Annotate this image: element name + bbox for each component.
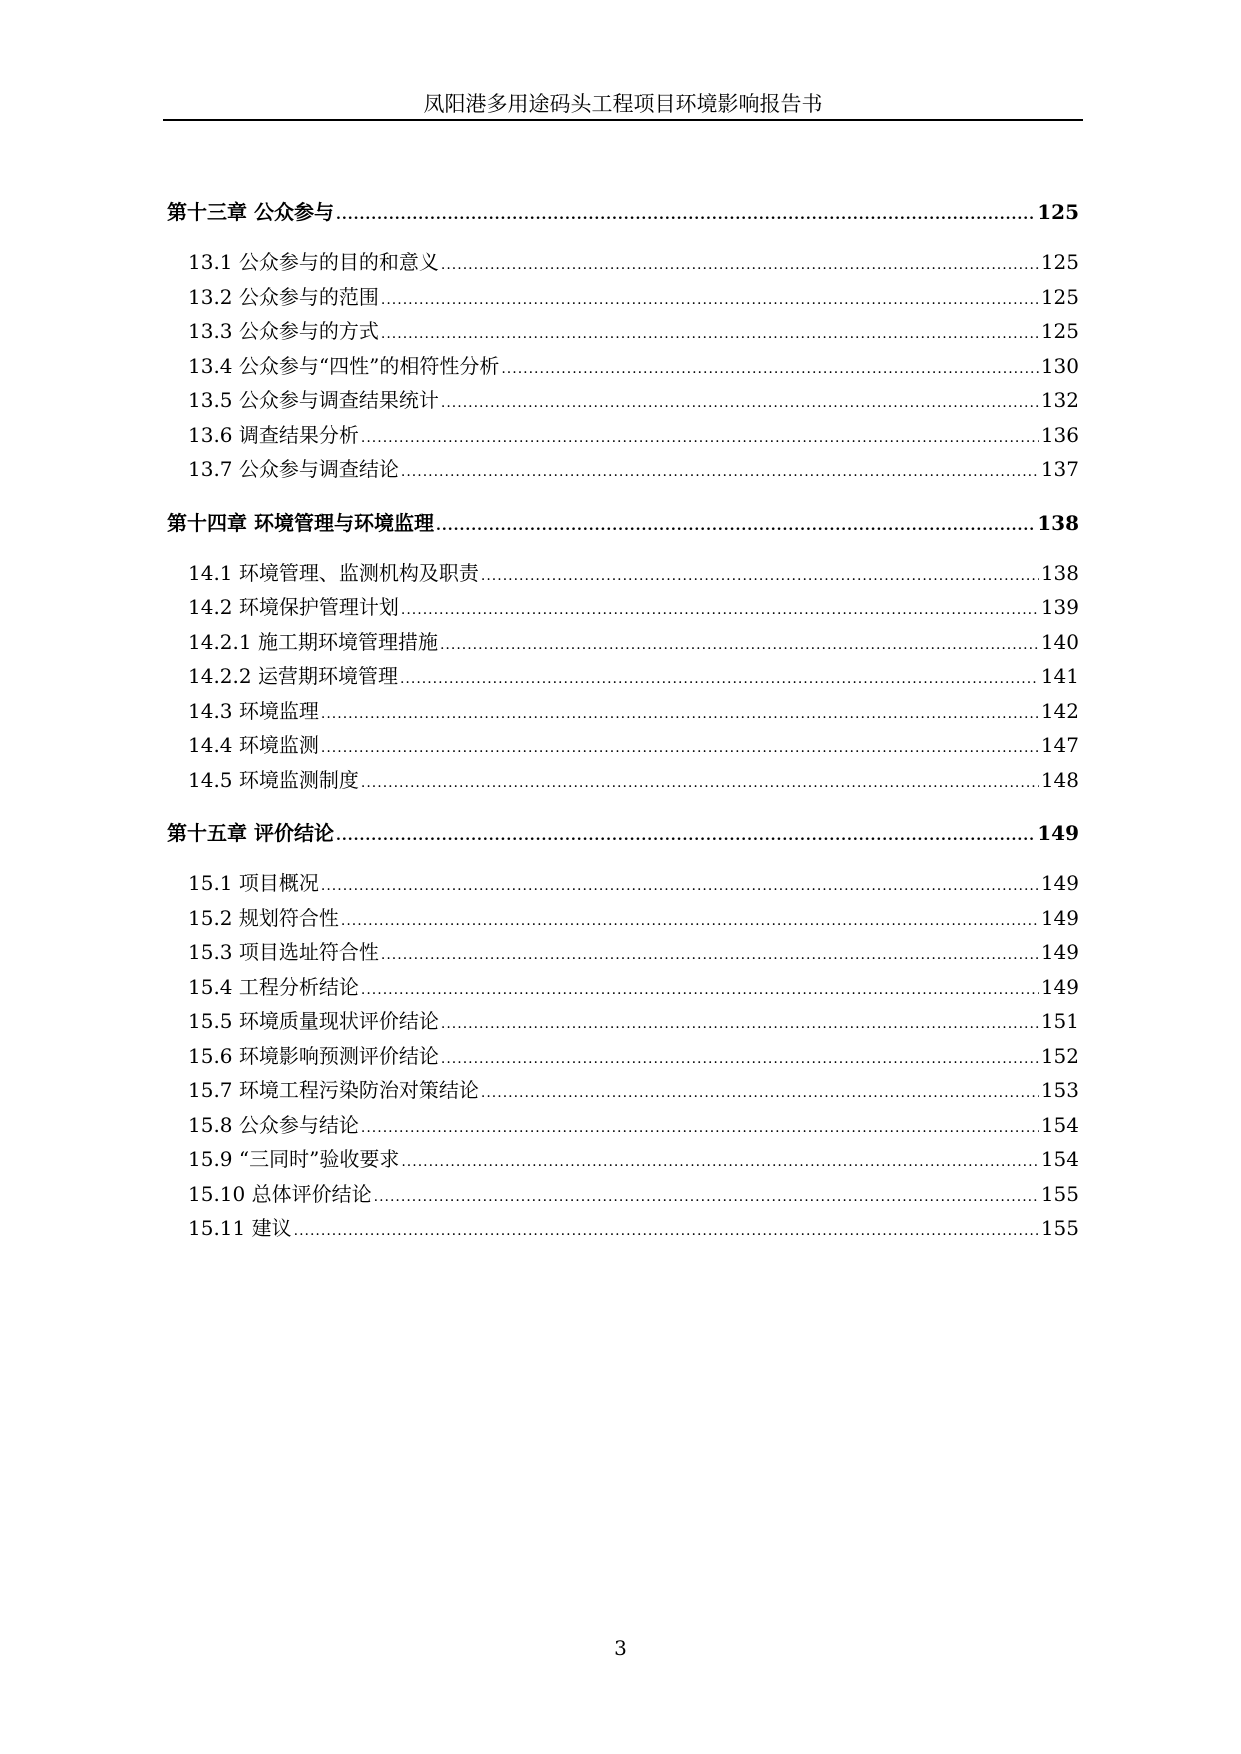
toc-page-number: 155 [1040,1216,1079,1240]
toc-page-number: 142 [1040,698,1079,723]
toc-section-14-2-1[interactable] [167,627,1079,662]
toc-page-number: 125 [1040,250,1079,274]
toc-page-number: 136 [1040,422,1079,447]
toc-section-label: 13.1 公众参与的目的和意义 [188,250,439,274]
dot-leader [441,1044,1039,1076]
toc-page-number: 155 [1040,1181,1079,1206]
toc-section-14-5[interactable] [167,765,1079,800]
toc-section-14-1[interactable] [167,558,1079,593]
toc-section-label: 15.3 项目选址符合性 [188,940,379,964]
toc-section-label: 14.3 环境监理 [188,698,319,723]
toc-section-14-3[interactable] [167,696,1079,731]
toc-page-number: 151 [1040,1009,1079,1033]
toc-section-15-1[interactable] [167,868,1079,903]
toc-section-15-6[interactable] [167,1041,1079,1076]
toc-section-label: 13.5 公众参与调查结果统计 [188,388,439,412]
toc-section-13-7[interactable] [167,454,1079,489]
toc-page-number: 140 [1040,629,1079,654]
toc-section-label: 13.3 公众参与的方式 [188,319,379,343]
dot-leader [361,423,1039,455]
dot-leader [401,457,1039,489]
toc-section-label: 15.2 规划符合性 [188,905,339,930]
toc-section-15-2[interactable] [167,903,1079,938]
dot-leader [294,1216,1039,1248]
toc-section-label: 14.1 环境管理、监测机构及职责 [188,560,479,585]
toc-page-number: 154 [1040,1112,1079,1137]
toc-chapter-label: 第十四章 环境管理与环境监理 [167,510,434,535]
dot-leader [436,510,1035,542]
toc-section-14-2-2[interactable] [167,661,1079,696]
document-header-title: 凤阳港多用途码头工程项目环境影响报告书 [423,92,823,116]
toc-page-number: 152 [1040,1043,1079,1068]
toc-page-number: 149 [1040,905,1079,930]
dot-leader [381,940,1039,972]
toc-section-label: 14.2.2 运营期环境管理 [188,664,398,688]
toc-section-label: 15.1 项目概况 [188,871,319,895]
toc-chapter-label: 第十五章 评价结论 [167,821,334,845]
toc-section-label: 13.7 公众参与调查结论 [188,457,399,481]
dot-leader [400,664,1039,696]
toc-page-number: 138 [1040,560,1079,585]
toc-chapter-14[interactable] [167,507,1079,542]
toc-page-number: 148 [1040,767,1079,792]
toc-section-15-7[interactable] [167,1075,1079,1110]
toc-page-number: 125 [1040,284,1079,309]
toc-section-label: 15.4 工程分析结论 [188,974,359,999]
dot-leader [361,975,1039,1007]
dot-leader [441,1009,1039,1041]
dot-leader [321,871,1039,903]
toc-section-13-1[interactable] [167,247,1079,282]
toc-chapter-13[interactable] [167,196,1079,231]
toc-chapter-label: 第十三章 公众参与 [167,200,334,224]
toc-page-number: 149 [1037,821,1079,845]
toc-section-15-4[interactable] [167,972,1079,1007]
toc-section-label: 13.2 公众参与的范围 [188,284,379,309]
toc-section-13-4[interactable] [167,351,1079,386]
dot-leader [501,354,1038,386]
dot-leader [361,768,1039,800]
toc-section-13-6[interactable] [167,420,1079,455]
toc-section-label: 15.6 环境影响预测评价结论 [188,1043,439,1068]
dot-leader [374,1182,1039,1214]
toc-section-label: 13.4 公众参与“四性”的相符性分析 [188,353,500,378]
toc-section-15-5[interactable] [167,1006,1079,1041]
toc-page-number: 125 [1037,200,1079,224]
toc-page-number: 138 [1037,510,1079,535]
toc-page-number: 130 [1040,353,1079,378]
dot-leader [321,699,1039,731]
dot-leader [381,285,1039,317]
toc-chapter-15[interactable] [167,817,1079,852]
toc-section-13-2[interactable] [167,282,1079,317]
toc-section-label: 15.7 环境工程污染防治对策结论 [188,1078,479,1102]
toc-page-number: 154 [1040,1147,1079,1171]
toc-section-label: 14.2.1 施工期环境管理措施 [188,629,438,654]
dot-leader [321,733,1039,765]
toc-section-15-11[interactable] [167,1213,1079,1248]
toc-section-label: 15.9 “三同时”验收要求 [188,1147,400,1171]
dot-leader [341,906,1039,938]
dot-leader [441,388,1039,420]
dot-leader [361,1113,1039,1145]
dot-leader [401,595,1039,627]
toc-page-number: 132 [1040,388,1079,412]
dot-leader [336,199,1035,231]
toc-section-label: 15.11 建议 [188,1216,292,1240]
toc-section-label: 14.5 环境监测制度 [188,767,359,792]
toc-section-13-3[interactable] [167,316,1079,351]
toc-page-number: 149 [1040,871,1079,895]
dot-leader [401,1147,1038,1179]
dot-leader [481,561,1039,593]
toc-section-label: 15.5 环境质量现状评价结论 [188,1009,439,1033]
dot-leader [481,1078,1039,1110]
toc-section-14-4[interactable] [167,730,1079,765]
toc-section-label: 13.6 调查结果分析 [188,422,359,447]
toc-section-15-10[interactable] [167,1179,1079,1214]
toc-section-13-5[interactable] [167,385,1079,420]
toc-section-label: 15.10 总体评价结论 [188,1181,372,1206]
toc-section-15-9[interactable] [167,1144,1079,1179]
header-divider [163,119,1083,121]
toc-page-number: 139 [1040,595,1079,619]
dot-leader [441,250,1039,282]
toc-section-label: 14.4 环境监测 [188,733,319,757]
toc-page-number: 125 [1040,319,1079,343]
toc-section-15-8[interactable] [167,1110,1079,1145]
toc-section-15-3[interactable] [167,937,1079,972]
toc-section-label: 15.8 公众参与结论 [188,1112,359,1137]
toc-section-label: 14.2 环境保护管理计划 [188,595,399,619]
toc-section-14-2[interactable] [167,592,1079,627]
toc-page-number: 149 [1040,974,1079,999]
dot-leader [381,319,1039,351]
toc-page-number: 137 [1040,457,1079,481]
toc-page-number: 141 [1040,664,1079,688]
table-of-contents [167,196,1079,1248]
page-number: 3 [614,1636,627,1660]
dot-leader [440,630,1039,662]
toc-page-number: 147 [1040,733,1079,757]
dot-leader [336,820,1035,852]
toc-page-number: 149 [1040,940,1079,964]
toc-page-number: 153 [1040,1078,1079,1102]
